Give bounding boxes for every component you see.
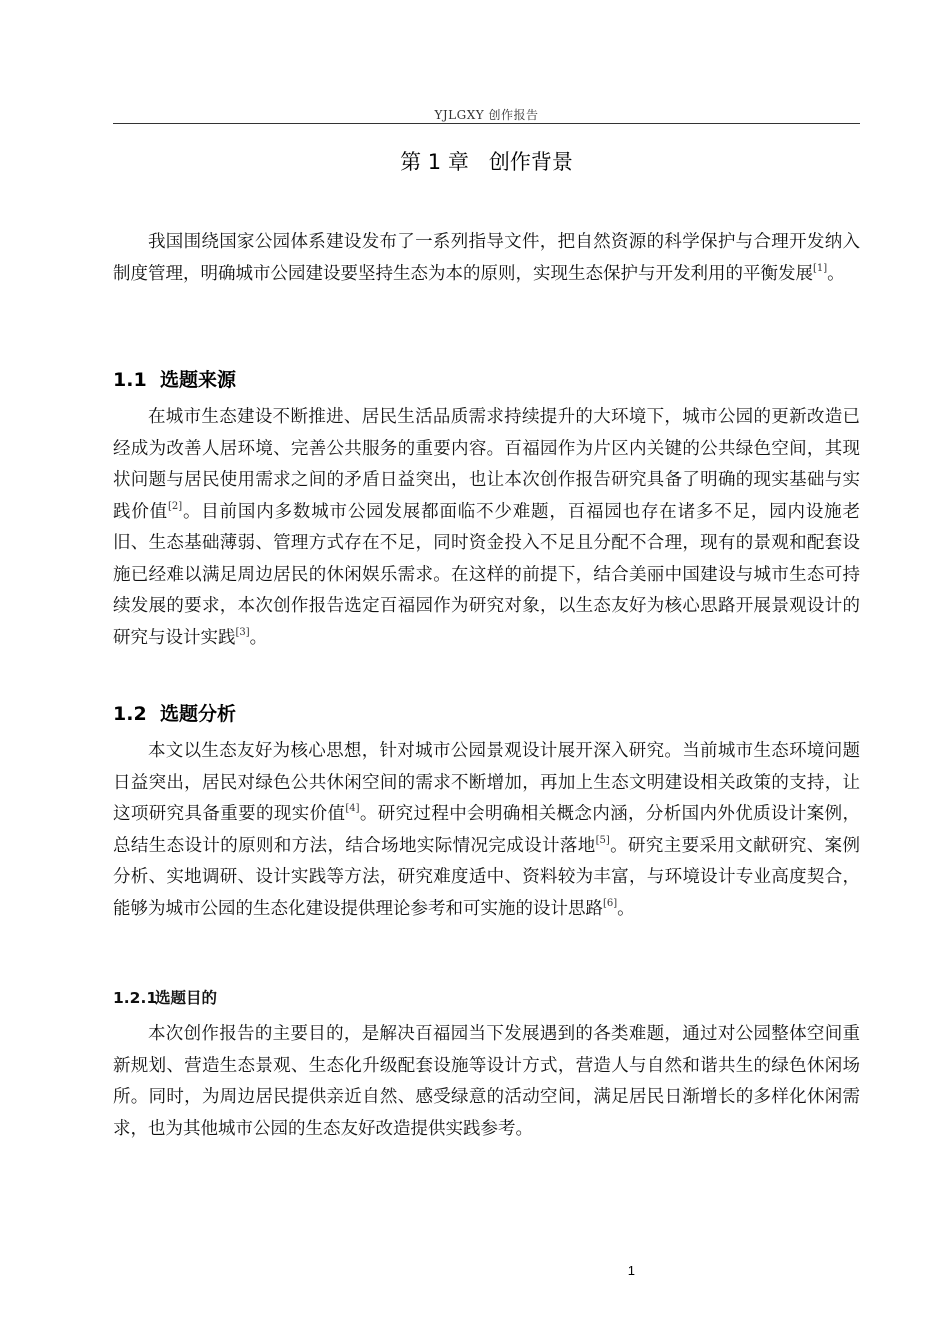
citation: [2] <box>167 500 183 512</box>
citation: [6] <box>603 897 618 909</box>
section-1-1-paragraph: 在城市生态建设不断推进、居民生活品质需求持续提升的大环境下，城市公园的更新改造已经成为改善人居环境、完善公共服务的重要内容。百福园作为片区内关键的公共绿色空间，其现状问题与居民使用需求之间的矛盾日益突出，也让本次创作报告研究具备了明确的现实基础与实践价值[2]。目前国内多数城市公园发展都面临不少难题，百福园也存在诸多不足，园内设施老旧、生态基础薄弱、管理方式存在不足，同时资金投入不足且分配不合理，现有的景观和配套设施已经难以满足周边居民的休闲娱乐需求。在这样的前提下，结合美丽中国建设与城市生态可持续发展的要求，本次创作报告选定百福园作为研究对象，以生态友好为核心思路开展景观设计的研究与设计实践[3]。 <box>113 407 861 648</box>
intro-paragraph: 我国围绕国家公园体系建设发布了一系列指导文件，把自然资源的科学保护与合理开发纳入制度管理，明确城市公园建设要坚持生态为本的原则，实现生态保护与开发利用的平衡发展[1]。 <box>113 232 860 284</box>
subsection-heading-1-2-1 <box>113 986 860 1008</box>
section-number: 1.1 <box>113 369 147 391</box>
section-1-2-1-paragraph: 本次创作报告的主要目的，是解决百福园当下发展遇到的各类难题，通过对公园整体空间重新规划、营造生态景观、生态化升级配套设施等设计方式，营造人与自然和谐共生的绿色休闲场所。同时，为周边居民提供亲近自然、感受绿意的活动空间，满足居民日渐增长的多样化休闲需求，也为其他城市公园的生态友好改造提供实践参考。 <box>113 1024 860 1139</box>
chapter-label: 第 1 章 <box>400 150 469 174</box>
page-number: 1 <box>627 1263 635 1278</box>
running-header: YJLGXY 创作报告 <box>434 108 539 122</box>
section-title: 选题来源 <box>160 369 237 391</box>
chapter-title: 创作背景 <box>488 150 573 174</box>
citation: [3] <box>235 626 250 638</box>
section-number: 1.2 <box>113 703 147 725</box>
section-heading-1-2 <box>113 699 860 726</box>
section-1-2-paragraph: 本文以生态友好为核心思想，针对城市公园景观设计展开深入研究。当前城市生态环境问题日益突出，居民对绿色公共休闲空间的需求不断增加，再加上生态文明建设相关政策的支持，让这项研究具备重要的现实价值[4]。研究过程中会明确相关概念内涵，分析国内外优质设计案例，总结生态设计的原则和方法，结合场地实际情况完成设计落地[5]。研究主要采用文献研究、案例分析、实地调研、设计实践等方法，研究难度适中、资料较为丰富，与环境设计专业高度契合，能够为城市公园的生态化建设提供理论参考和可实施的设计思路[6]。 <box>113 741 860 919</box>
citation: [4] <box>345 803 360 815</box>
chapter-heading <box>113 146 860 176</box>
subsection-number: 1.2.1 <box>113 989 158 1007</box>
header-rule <box>113 123 860 124</box>
section-heading-1-1 <box>113 365 860 392</box>
citation: [5] <box>595 834 610 846</box>
citation: [1] <box>813 262 828 274</box>
subsection-title: 选题目的 <box>155 989 218 1007</box>
section-title: 选题分析 <box>160 703 237 725</box>
